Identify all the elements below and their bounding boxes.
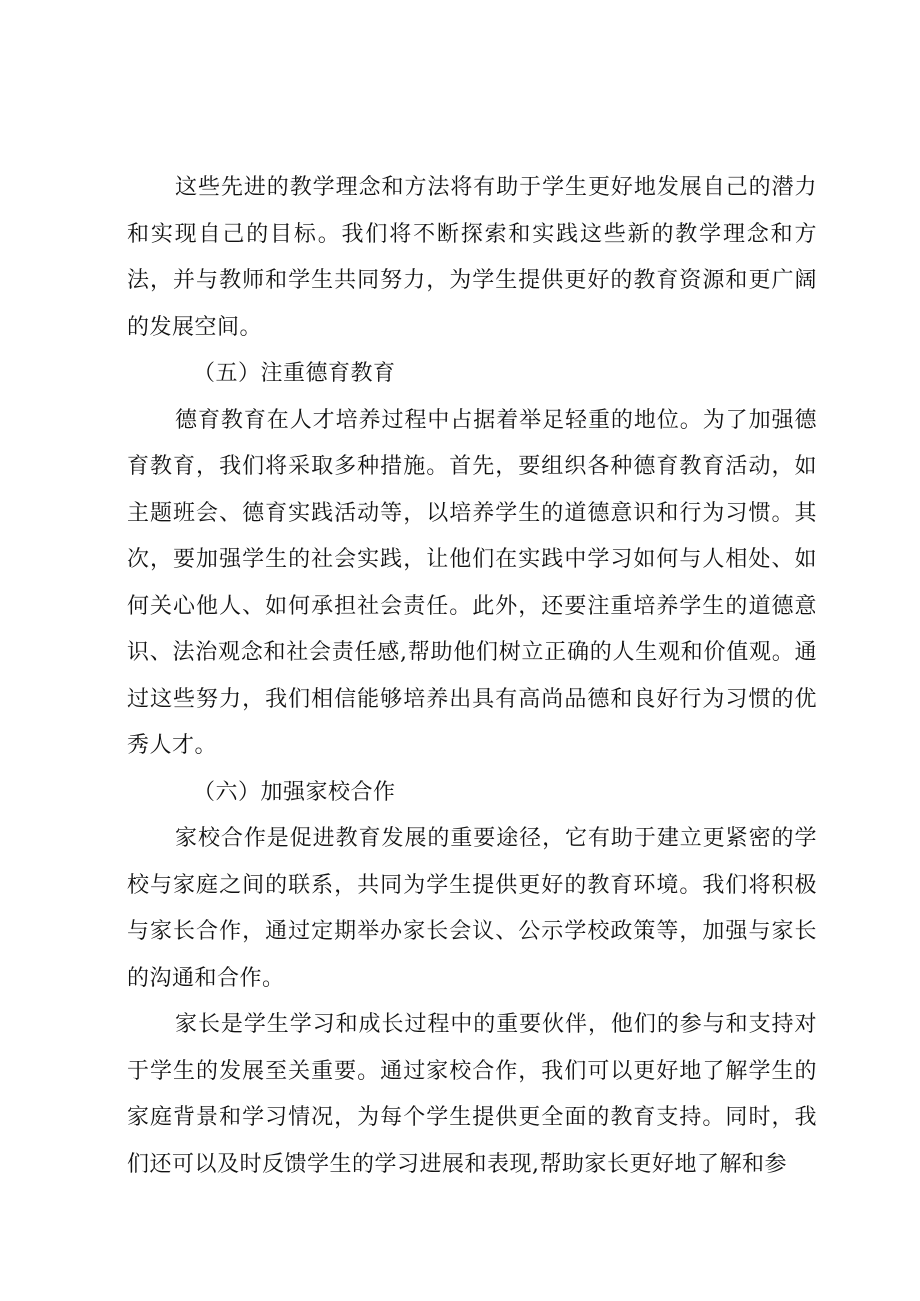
- paragraph-parents-partners: 家长是学生学习和成长过程中的重要伙伴，他们的参与和支持对于学生的发展至关重要。通过家校合作，我们可以更好地了解学生的家庭背景和学习情况，为每个学生提供更全面的教育支持。同时，我们还可以及时反馈学生的学习进展和表现,帮助家长更好地了解和参: [127, 1012, 817, 1177]
- paragraph-home-school-cooperation: 家校合作是促进教育发展的重要途径，它有助于建立更紧密的学校与家庭之间的联系，共同为学生提供更好的教育环境。我们将积极与家长合作，通过定期举办家长会议、公示学校政策等，加强与家长的沟通和合作。: [127, 826, 817, 991]
- paragraph-teaching-methods: 这些先进的教学理念和方法将有助于学生更好地发展自己的潜力和实现自己的目标。我们将不断探索和实践这些新的教学理念和方法，并与教师和学生共同努力，为学生提供更好的教育资源和更广阔的发展空间。: [127, 175, 817, 340]
- document-body: [127, 165, 817, 1188]
- paragraph-moral-education: 德育教育在人才培养过程中占据着举足轻重的地位。为了加强德育教育，我们将采取多种措施。首先，要组织各种德育教育活动，如主题班会、德育实践活动等，以培养学生的道德意识和行为习惯。其次，要加强学生的社会实践，让他们在实践中学习如何与人相处、如何关心他人、如何承担社会责任。此外，还要注重培养学生的道德意识、法治观念和社会责任感,帮助他们树立正确的人生观和价值观。通过这些努力，我们相信能够培养出具有高尚品德和良好行为习惯的优秀人才。: [127, 407, 817, 758]
- section-heading-home-school: （六）加强家校合作: [193, 779, 396, 805]
- section-heading-moral-education: （五）注重德育教育: [193, 361, 396, 386]
